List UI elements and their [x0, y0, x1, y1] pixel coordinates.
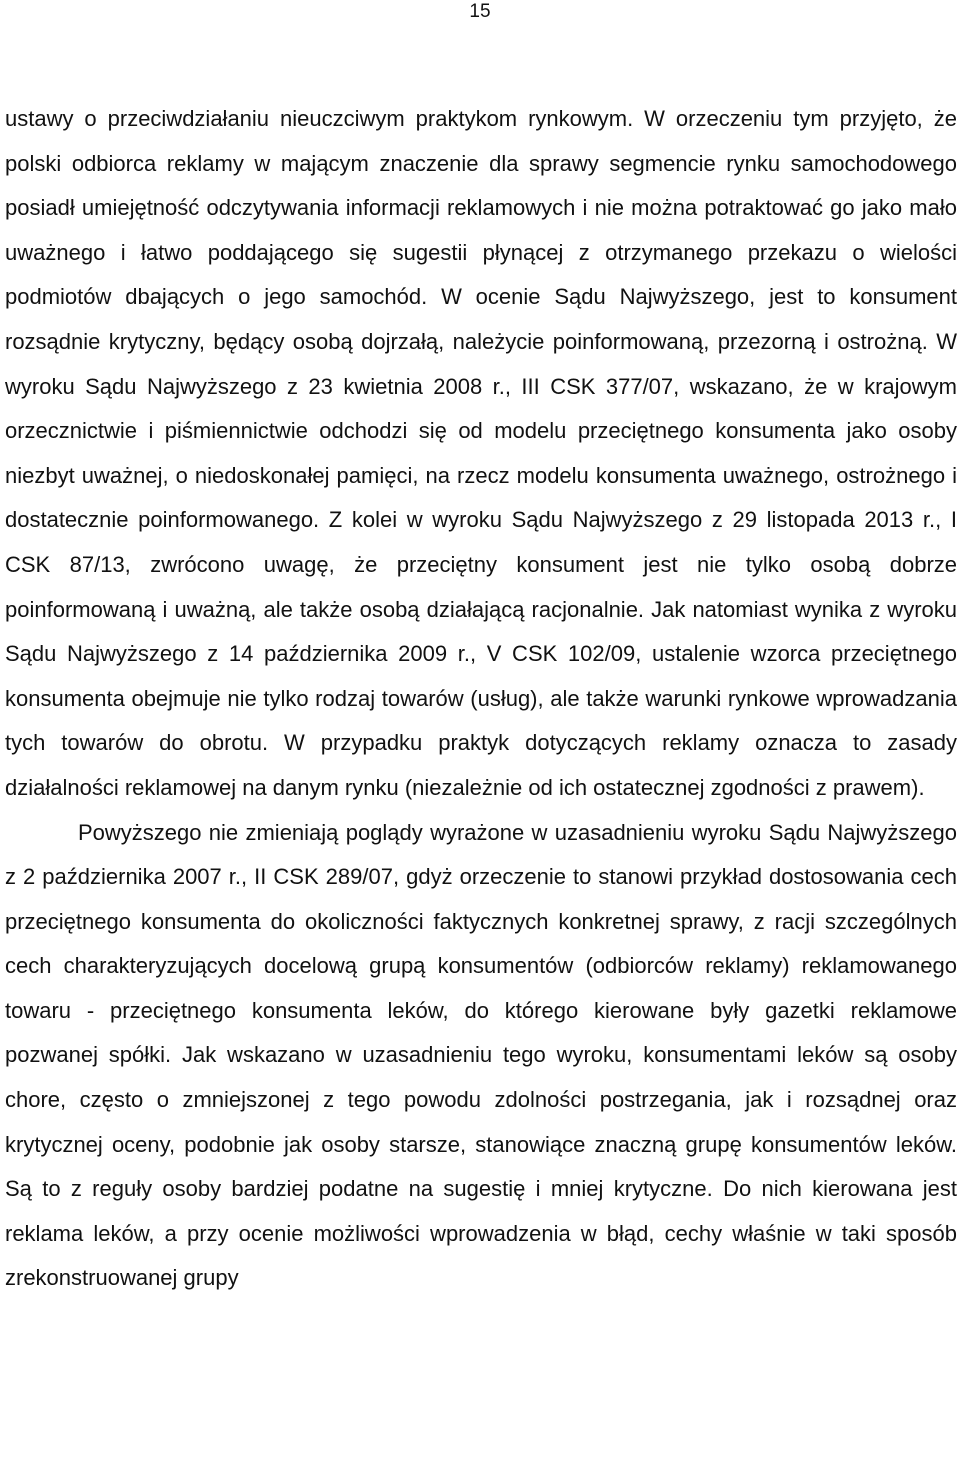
- paragraph-1: ustawy o przeciwdziałaniu nieuczciwym praktykom rynkowym. W orzeczeniu tym przyjęto, że polski odbiorca reklamy w mającym znaczenie dla sprawy segmencie rynku samochodowego posiadł umiejętność odczytywania informacji reklamowych i nie można potraktować go jako mało uważnego i łatwo poddającego się sugestii płynącej z otrzymanego przekazu o wielości podmiotów dbających o jego samochód. W ocenie Sądu Najwyższego, jest to konsument rozsądnie krytyczny, będący osobą dojrzałą, należycie poinformowaną, przezorną i ostrożną. W wyroku Sądu Najwyższego z 23 kwietnia 2008 r., III CSK 377/07, wskazano, że w krajowym orzecznictwie i piśmiennictwie odchodzi się od modelu przeciętnego konsumenta jako osoby niezbyt uważnej, o niedoskonałej pamięci, na rzecz modelu konsumenta uważnego, ostrożnego i dostatecznie poinformowanego. Z kolei w wyroku Sądu Najwyższego z 29 listopada 2013 r., I CSK 87/13, zwrócono uwagę, że przeciętny konsument jest nie tylko osobą dobrze poinformowaną i uważną, ale także osobą działającą racjonalnie. Jak natomiast wynika z wyroku Sądu Najwyższego z 14 października 2009 r., V CSK 102/09, ustalenie wzorca przeciętnego konsumenta obejmuje nie tylko rodzaj towarów (usług), ale także warunki rynkowe wprowadzania tych towarów do obrotu. W przypadku praktyk dotyczących reklamy oznacza to zasady działalności reklamowej na danym rynku (niezależnie od ich ostatecznej zgodności z prawem).: [5, 106, 957, 800]
- paragraph-2: Powyższego nie zmieniają poglądy wyrażone w uzasadnieniu wyroku Sądu Najwyższego z 2 października 2007 r., II CSK 289/07, gdyż orzeczenie to stanowi przykład dostosowania cech przeciętnego konsumenta do okoliczności faktycznych konkretnej sprawy, z racji szczególnych cech charakteryzujących docelową grupą konsumentów (odbiorców reklamy) reklamowanego towaru - przeciętnego konsumenta leków, do którego kierowane były gazetki reklamowe pozwanej spółki. Jak wskazano w uzasadnieniu tego wyroku, konsumentami leków są osoby chore, często o zmniejszonej z tego powodu zdolności postrzegania, jak i rozsądnej oraz krytycznej oceny, podobnie jak osoby starsze, stanowiące znaczną grupę konsumentów leków. Są to z reguły osoby bardziej podatne na sugestię i mniej krytyczne. Do nich kierowana jest reklama leków, a przy ocenie możliwości wprowadzenia w błąd, cechy właśnie w taki sposób zrekonstruowanej grupy: [5, 819, 957, 1291]
- document-body: [5, 97, 957, 1301]
- page-number: 15: [469, 1, 491, 22]
